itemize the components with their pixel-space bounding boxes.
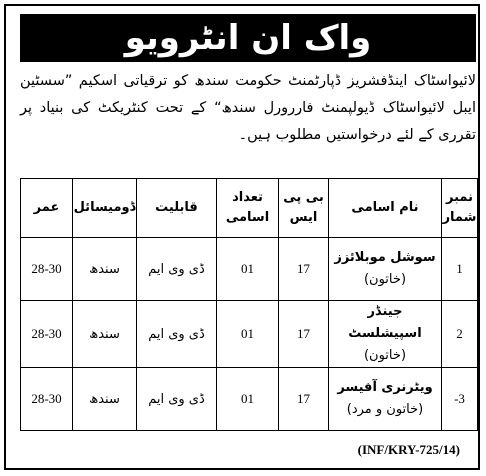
age-cell: 28-30 xyxy=(21,238,73,301)
number-cell: 2 xyxy=(442,301,478,368)
header-posts-count: تعداد اسامی xyxy=(217,179,279,238)
posts-table xyxy=(20,178,478,431)
bps-cell: 17 xyxy=(279,301,329,368)
post-name-cell xyxy=(329,301,442,368)
table-row xyxy=(21,238,478,301)
age-cell: 28-30 xyxy=(21,301,73,368)
domicile-cell: سندھ xyxy=(73,238,137,301)
bps-cell: 17 xyxy=(279,238,329,301)
post-name-cell xyxy=(329,238,442,301)
header-number: نمبر شمار xyxy=(442,179,478,238)
qualification-cell: ڈی وی ایم xyxy=(137,301,217,368)
domicile-cell: سندھ xyxy=(73,301,137,368)
heading-text: واک ان انٹرویو xyxy=(124,18,372,58)
post-name: جینڈر اسپیشلسٹ xyxy=(348,304,422,341)
reference-code: (INF/KRY-725/14) xyxy=(357,442,460,457)
table-row xyxy=(21,301,478,368)
posts-count-cell: 01 xyxy=(217,238,279,301)
header-post-name: نام اسامی xyxy=(329,179,442,238)
posts-count-cell: 01 xyxy=(217,368,279,431)
age-cell: 28-30 xyxy=(21,368,73,431)
domicile-cell: سندھ xyxy=(73,368,137,431)
header-qualification: قابلیت xyxy=(137,179,217,238)
post-name: سوشل موبلائزز xyxy=(334,250,436,265)
heading-banner xyxy=(20,14,476,62)
advertisement-frame xyxy=(4,4,480,470)
qualification-cell: ڈی وی ایم xyxy=(137,368,217,431)
post-gender: (خاتون) xyxy=(363,348,407,363)
post-name-cell xyxy=(329,368,442,431)
number-cell: 1 xyxy=(442,238,478,301)
header-age: عمر xyxy=(21,179,73,238)
qualification-cell: ڈی وی ایم xyxy=(137,238,217,301)
header-bps: بی پی ایس xyxy=(279,179,329,238)
posts-count-cell: 01 xyxy=(217,301,279,368)
intro-paragraph: لائیواسٹاک اینڈفشریز ڈپارٹمنٹ حکومت سندھ کو ترقیاتی اسکیم ”سسٹین ایبل لائیواسٹاک ڈیولپمنٹ فاررورل سندھ“ کے تحت کنٹریکٹ کی بنیاد پر تقرری کے لئے درخواستیں مطلوب ہیں۔ xyxy=(20,73,476,143)
table-row xyxy=(21,368,478,431)
number-cell: -3 xyxy=(442,368,478,431)
post-name: ویٹرنری آفیسر xyxy=(337,380,433,395)
post-gender: (خاتون و مرد) xyxy=(346,402,424,417)
header-domicile: ڈومیسائل xyxy=(73,179,137,238)
table-header-row xyxy=(21,179,478,238)
post-gender: (خاتون) xyxy=(363,272,407,287)
bps-cell: 17 xyxy=(279,368,329,431)
